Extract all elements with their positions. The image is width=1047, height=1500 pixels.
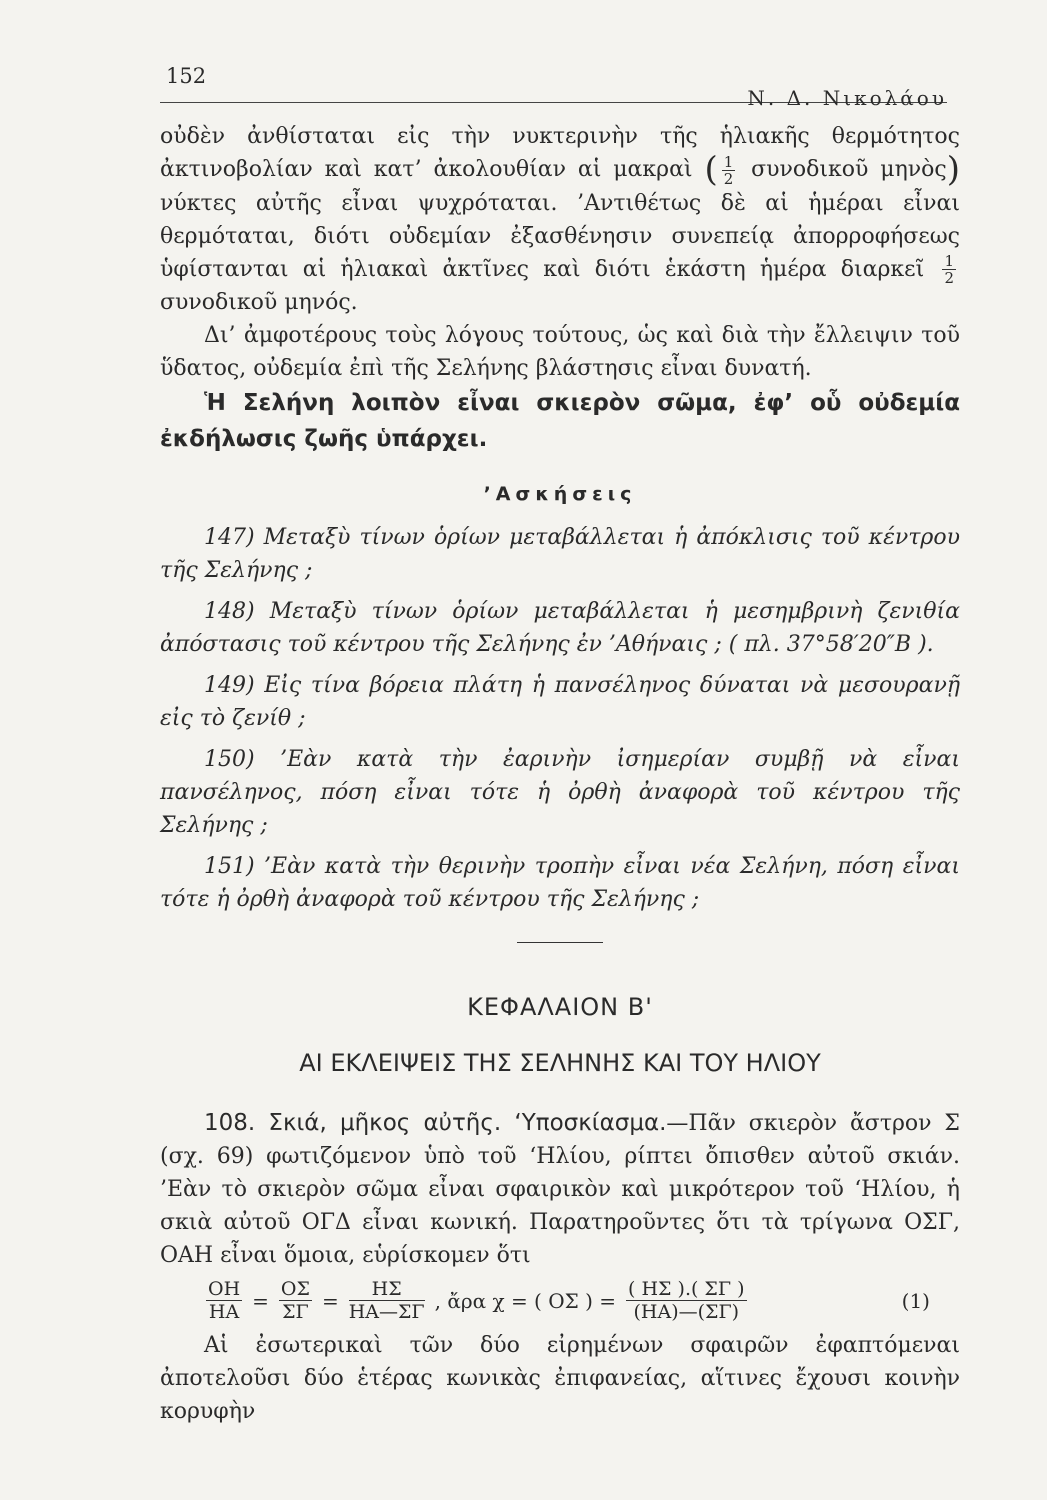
fraction-half-1 [722,154,736,187]
fraction-os-sg [279,1278,312,1323]
fraction-denominator: 2 [723,169,734,188]
paragraph-thermal [160,120,960,319]
exercises-title: ’Ασκήσεις [483,483,637,505]
running-head: Ν. Δ. Νικολάου [747,86,947,110]
page-body [160,120,960,1428]
equation-number: (1) [901,1288,930,1313]
chapter-subtitle: ΑΙ ΕΚΛΕΙΨΕΙΣ ΤΗΣ ΣΕΛΗΝΗΣ ΚΑΙ ΤΟΥ ΗΛΙΟΥ [299,1049,821,1077]
exercise-150: 150) ’Εὰν κατὰ τὴν ἐαρινὴν ἰσημερίαν συμβῇ νὰ εἶναι πανσέληνος, πόση εἶναι τότε ἡ ὀρθὴ ἀναφορὰ τοῦ κέντρου τῆς Σελήνης ; [160,747,960,838]
exercise-149: 149) Εἰς τίνα βόρεια πλάτη ἡ πανσέληνος δύναται νὰ μεσουρανῇ εἰς τὸ ζενίθ ; [160,673,960,731]
fraction-half-2 [942,253,956,286]
chapter-title: ΚΕΦΑΛΑΙΟΝ Β' [467,993,653,1021]
fraction-numerator: ( ΗΣ ).( ΣΓ ) [628,1278,745,1300]
fraction-numerator: ΟΗ [208,1278,241,1300]
exercise-151: 151) ’Εὰν κατὰ τὴν θερινὴν τροπὴν εἶναι νέα Σελήνη, πόση εἶναι τότε ἡ ὀρθὴ ἀναφορὰ τοῦ κέντρου τῆς Σελήνης ; [160,854,960,912]
fraction-denominator: ΗΑ [208,1301,240,1323]
fraction-numerator: ΗΣ [349,1278,425,1301]
paragraph-conclusion: Ἡ Σελήνη λοιπὸν εἶναι σκιερὸν σῶμα, ἐφ’ οὗ οὐδεμία ἐκδήλωσις ζωῆς ὑπάρχει. [160,390,960,452]
exercise-147: 147) Μεταξὺ τίνων ὁρίων μεταβάλλεται ἡ ἀπόκλισις τοῦ κέντρου τῆς Σελήνης ; [160,525,960,583]
equals-sign: = [252,1288,269,1313]
paragraph-vegetation: Δι’ ἀμφοτέρους τοὺς λόγους τούτους, ὡς καὶ διὰ τὴν ἔλλειψιν τοῦ ὕδατος, οὐδεμία ἐπὶ τῆς Σελήνης βλάστησις εἶναι δυνατή. [160,323,960,381]
para1-text-c: νύκτες αὐτῆς εἶναι ψυχρόταται. ’Αντιθέτως δὲ αἱ ἡμέραι εἶναι θερμόταται, διότι οὐδεμίαν ἐξασθένησιν συνεπείᾳ ἀπορροφήσεως ὑφίστανται αἱ ἡλιακαὶ ἀκτῖνες καὶ διότι ἑκάστη ἡμέρα διαρκεῖ [160,190,960,282]
open-paren: ( [704,149,718,190]
section-divider [517,942,603,943]
exercises-list [160,521,960,916]
fraction-denominator: ΣΓ [282,1301,309,1323]
page-number: 152 [166,64,207,88]
fraction-hs-diff [349,1278,425,1323]
fraction-numerator: 1 [723,152,734,171]
fraction-numerator: 1 [944,252,954,270]
fraction-denominator: (ΗΑ)—(ΣΓ) [633,1301,740,1323]
fraction-denominator: ΗΑ—ΣΓ [348,1301,425,1323]
equals-sign: = [321,1288,339,1313]
formula-1 [200,1278,960,1323]
section-108-heading: 108. Σκιά, μῆκος αὐτῆς. ‘Υποσκίασμα. [204,1110,667,1136]
exercise-148: 148) Μεταξὺ τίνων ὁρίων μεταβάλλεται ἡ μεσημβρινὴ ζενιθία ἀπόστασις τοῦ κέντρου τῆς Σελήνης ἐν ’Αθήναις ; ( πλ. 37°58′20″Β ). [160,599,960,657]
formula-middle-text: , ἄρα χ = ( ΟΣ ) = [434,1288,617,1313]
close-paren: ) [946,149,960,190]
page-header [160,62,947,110]
para1-text-a: οὐδὲν ἀνθίσταται εἰς τὴν νυκτερινὴν τῆς ἡλιακῆς θερμότητος ἀκτινοβολίαν καὶ κατ’ ἀκολουθίαν αἱ μακραὶ [160,124,960,182]
section-108-text: —Πᾶν σκιερὸν ἄστρον Σ (σχ. 69) φωτιζόμενον ὑπὸ τοῦ ‘Ηλίου, ρίπτει ὄπισθεν αὐτοῦ σκιάν. ’Εὰν τὸ σκιερὸν σῶμα εἶναι σφαιρικὸν καὶ μικρότερον τοῦ ‘Ηλίου, ἡ σκιὰ αὐτοῦ ΟΓΔ εἶναι κωνική. Παρατηροῦντες ὅτι τὰ τρίγωνα ΟΣΓ, ΟΑΗ εἶναι ὅμοια, εὑρίσκομεν ὅτι [160,1111,960,1268]
paragraph-tangent-cones: Αἱ ἐσωτερικαὶ τῶν δύο εἰρημένων σφαιρῶν ἐφαπτόμεναι ἀποτελοῦσι δύο ἑτέρας κωνικὰς ἐπιφανείας, αἵτινες ἔχουσι κοινὴν κορυφὴν [160,1333,960,1424]
fraction-denominator: 2 [944,269,954,287]
fraction-oh-ha [206,1278,242,1323]
fraction-result [626,1278,746,1323]
para1-text-b: συνοδικοῦ μηνὸς [751,157,947,182]
paragraph-108 [160,1107,960,1272]
fraction-numerator: ΟΣ [280,1278,310,1300]
para1-text-d: συνοδικοῦ μηνός. [160,290,358,315]
